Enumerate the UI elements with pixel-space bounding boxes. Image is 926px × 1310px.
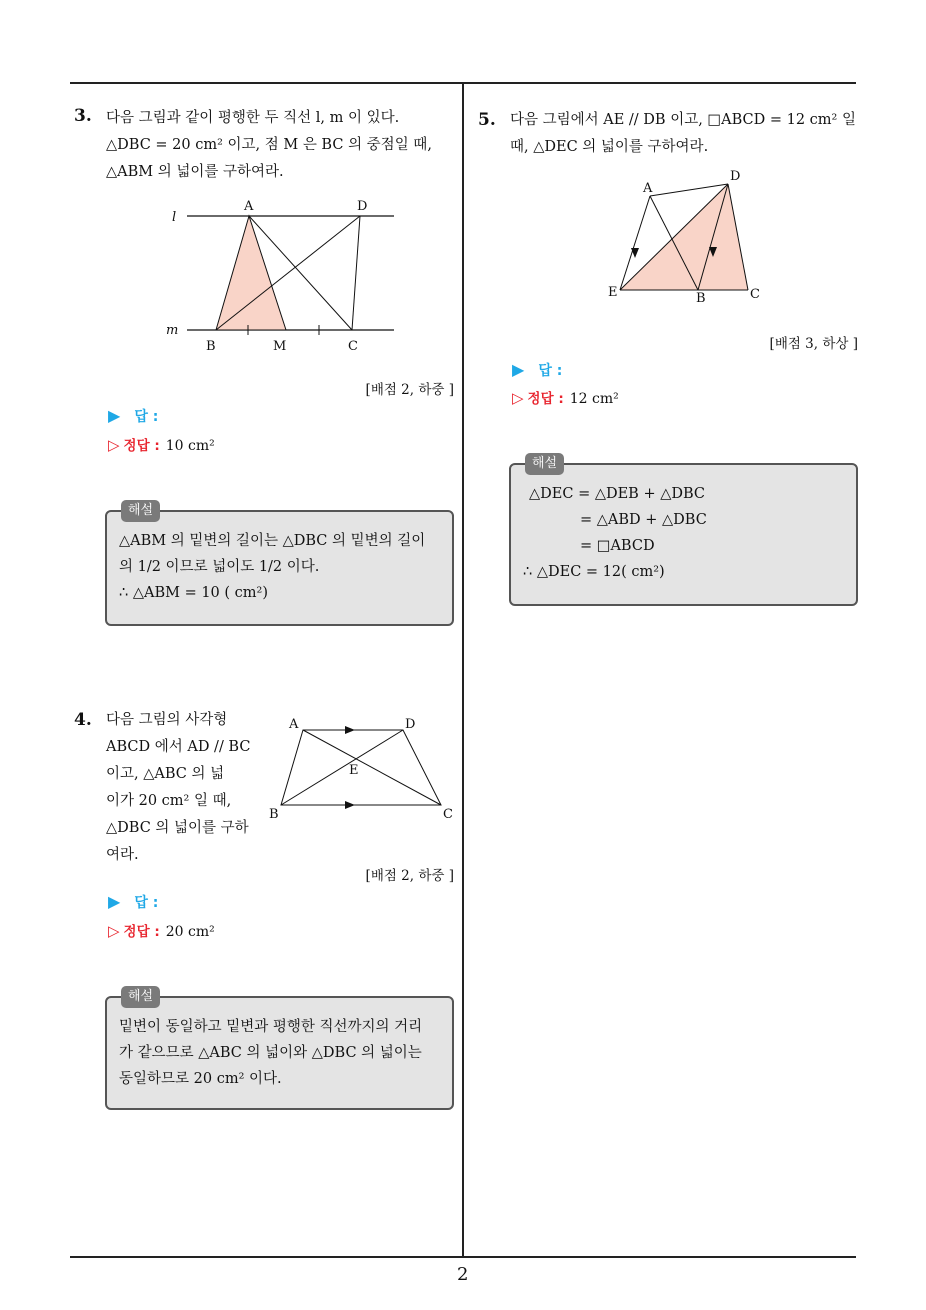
label-b: B bbox=[206, 339, 216, 354]
q4-number: 4. bbox=[74, 710, 92, 730]
solution-line: 가 같으므로 △ABC 의 넓이와 △DBC 의 넓이는 bbox=[119, 1045, 422, 1061]
solution-line: 밑변이 동일하고 밑변과 평행한 직선까지의 거리 bbox=[119, 1019, 423, 1035]
q4-line: ABCD 에서 AD // BC bbox=[106, 739, 251, 755]
solution-line: = △ABD + △DBC bbox=[580, 512, 707, 528]
label-b: B bbox=[269, 807, 279, 822]
q3-correct-answer bbox=[108, 434, 215, 454]
correct-value: 12 cm² bbox=[569, 391, 619, 407]
correct-label: 정답 : bbox=[123, 924, 160, 940]
column-divider bbox=[462, 82, 464, 1258]
correct-label: 정답 : bbox=[527, 391, 564, 407]
bottom-rule bbox=[70, 1256, 856, 1258]
correct-triangle-icon: ▷ bbox=[108, 436, 120, 454]
label-c: C bbox=[348, 339, 358, 354]
solution-line: ∴ △DEC = 12( cm²) bbox=[523, 564, 665, 580]
triangle-abm bbox=[216, 216, 286, 330]
q3-line: 다음 그림과 같이 평행한 두 직선 l, m 이 있다. bbox=[106, 110, 400, 126]
q3-answer bbox=[108, 406, 158, 426]
q3-line: △ABM 의 넓이를 구하여라. bbox=[106, 164, 284, 180]
label-m: m bbox=[166, 323, 179, 338]
solution-tag: 해설 bbox=[121, 986, 160, 1008]
q4-line: 다음 그림의 사각형 bbox=[106, 712, 228, 728]
diagonal-ac bbox=[303, 730, 441, 805]
solution-tag: 해설 bbox=[121, 500, 160, 522]
q4-line: 이가 20 cm² 일 때, bbox=[106, 793, 232, 809]
q4-figure bbox=[265, 710, 460, 830]
label-a: A bbox=[244, 199, 254, 214]
answer-label: 답 : bbox=[538, 363, 563, 379]
q3-line: △DBC = 20 cm² 이고, 점 M 은 BC 의 중점일 때, bbox=[106, 137, 432, 153]
solution-line: = □ABCD bbox=[580, 538, 655, 554]
q5-number: 5. bbox=[478, 110, 496, 130]
correct-triangle-icon: ▷ bbox=[108, 922, 120, 940]
q5-solution-box bbox=[509, 456, 858, 606]
answer-label: 답 : bbox=[134, 895, 159, 911]
q3-text bbox=[106, 105, 456, 186]
q5-figure bbox=[600, 168, 770, 308]
solution-line: 의 1/2 이므로 넓이도 1/2 이다. bbox=[119, 559, 320, 575]
parallel-arrow-icon bbox=[345, 801, 355, 809]
q3-score: [배점 2, 하중 ] bbox=[365, 382, 454, 398]
q3-figure bbox=[160, 190, 410, 360]
answer-label: 답 : bbox=[134, 409, 159, 425]
q5-correct-answer bbox=[512, 387, 619, 407]
correct-value: 20 cm² bbox=[165, 924, 215, 940]
q4-score: [배점 2, 하중 ] bbox=[365, 868, 454, 884]
solution-tag: 해설 bbox=[525, 453, 564, 475]
parallel-arrow-icon bbox=[345, 726, 355, 734]
label-l: l bbox=[172, 210, 177, 225]
solution-line: △DEC = △DEB + △DBC bbox=[529, 486, 706, 502]
triangle-dec bbox=[620, 184, 748, 290]
correct-triangle-icon: ▷ bbox=[512, 389, 524, 407]
label-c: C bbox=[750, 287, 760, 302]
label-d: D bbox=[730, 169, 741, 184]
trapezoid-abcd bbox=[281, 730, 441, 805]
q5-score: [배점 3, 하상 ] bbox=[769, 336, 858, 352]
solution-line: △ABM 의 밑변의 길이는 △DBC 의 밑변의 길이 bbox=[119, 533, 426, 549]
q4-solution-box bbox=[105, 989, 454, 1110]
q5-text bbox=[510, 107, 860, 161]
label-e: E bbox=[608, 285, 618, 300]
label-d: D bbox=[357, 199, 368, 214]
segment-dc bbox=[352, 216, 360, 330]
label-a: A bbox=[289, 717, 299, 732]
q4-line: 이고, △ABC 의 넓 bbox=[106, 766, 225, 782]
q4-text bbox=[106, 707, 266, 869]
q5-line: 때, △DEC 의 넓이를 구하여라. bbox=[510, 139, 709, 155]
q5-line: 다음 그림에서 AE // DB 이고, □ABCD = 12 cm² 일 bbox=[510, 112, 856, 128]
answer-arrow-icon: ▶ bbox=[108, 406, 121, 425]
q4-line: 여라. bbox=[106, 847, 139, 863]
q4-line: △DBC 의 넓이를 구하 bbox=[106, 820, 249, 836]
q4-correct-answer bbox=[108, 920, 215, 940]
label-b: B bbox=[696, 291, 706, 306]
label-d: D bbox=[405, 717, 416, 732]
answer-arrow-icon: ▶ bbox=[512, 360, 525, 379]
solution-line: ∴ △ABM = 10 ( cm²) bbox=[119, 585, 268, 601]
q5-answer bbox=[512, 360, 562, 380]
correct-label: 정답 : bbox=[123, 438, 160, 454]
correct-value: 10 cm² bbox=[165, 438, 215, 454]
label-m-point: M bbox=[273, 339, 287, 354]
q3-solution-box bbox=[105, 503, 454, 626]
q3-number: 3. bbox=[74, 106, 92, 126]
q4-answer bbox=[108, 892, 158, 912]
segment-ad bbox=[650, 184, 728, 196]
page-number: 2 bbox=[457, 1264, 469, 1285]
label-e: E bbox=[349, 763, 359, 778]
solution-line: 동일하므로 20 cm² 이다. bbox=[119, 1071, 282, 1087]
label-c: C bbox=[443, 807, 453, 822]
label-a: A bbox=[643, 181, 653, 196]
answer-arrow-icon: ▶ bbox=[108, 892, 121, 911]
